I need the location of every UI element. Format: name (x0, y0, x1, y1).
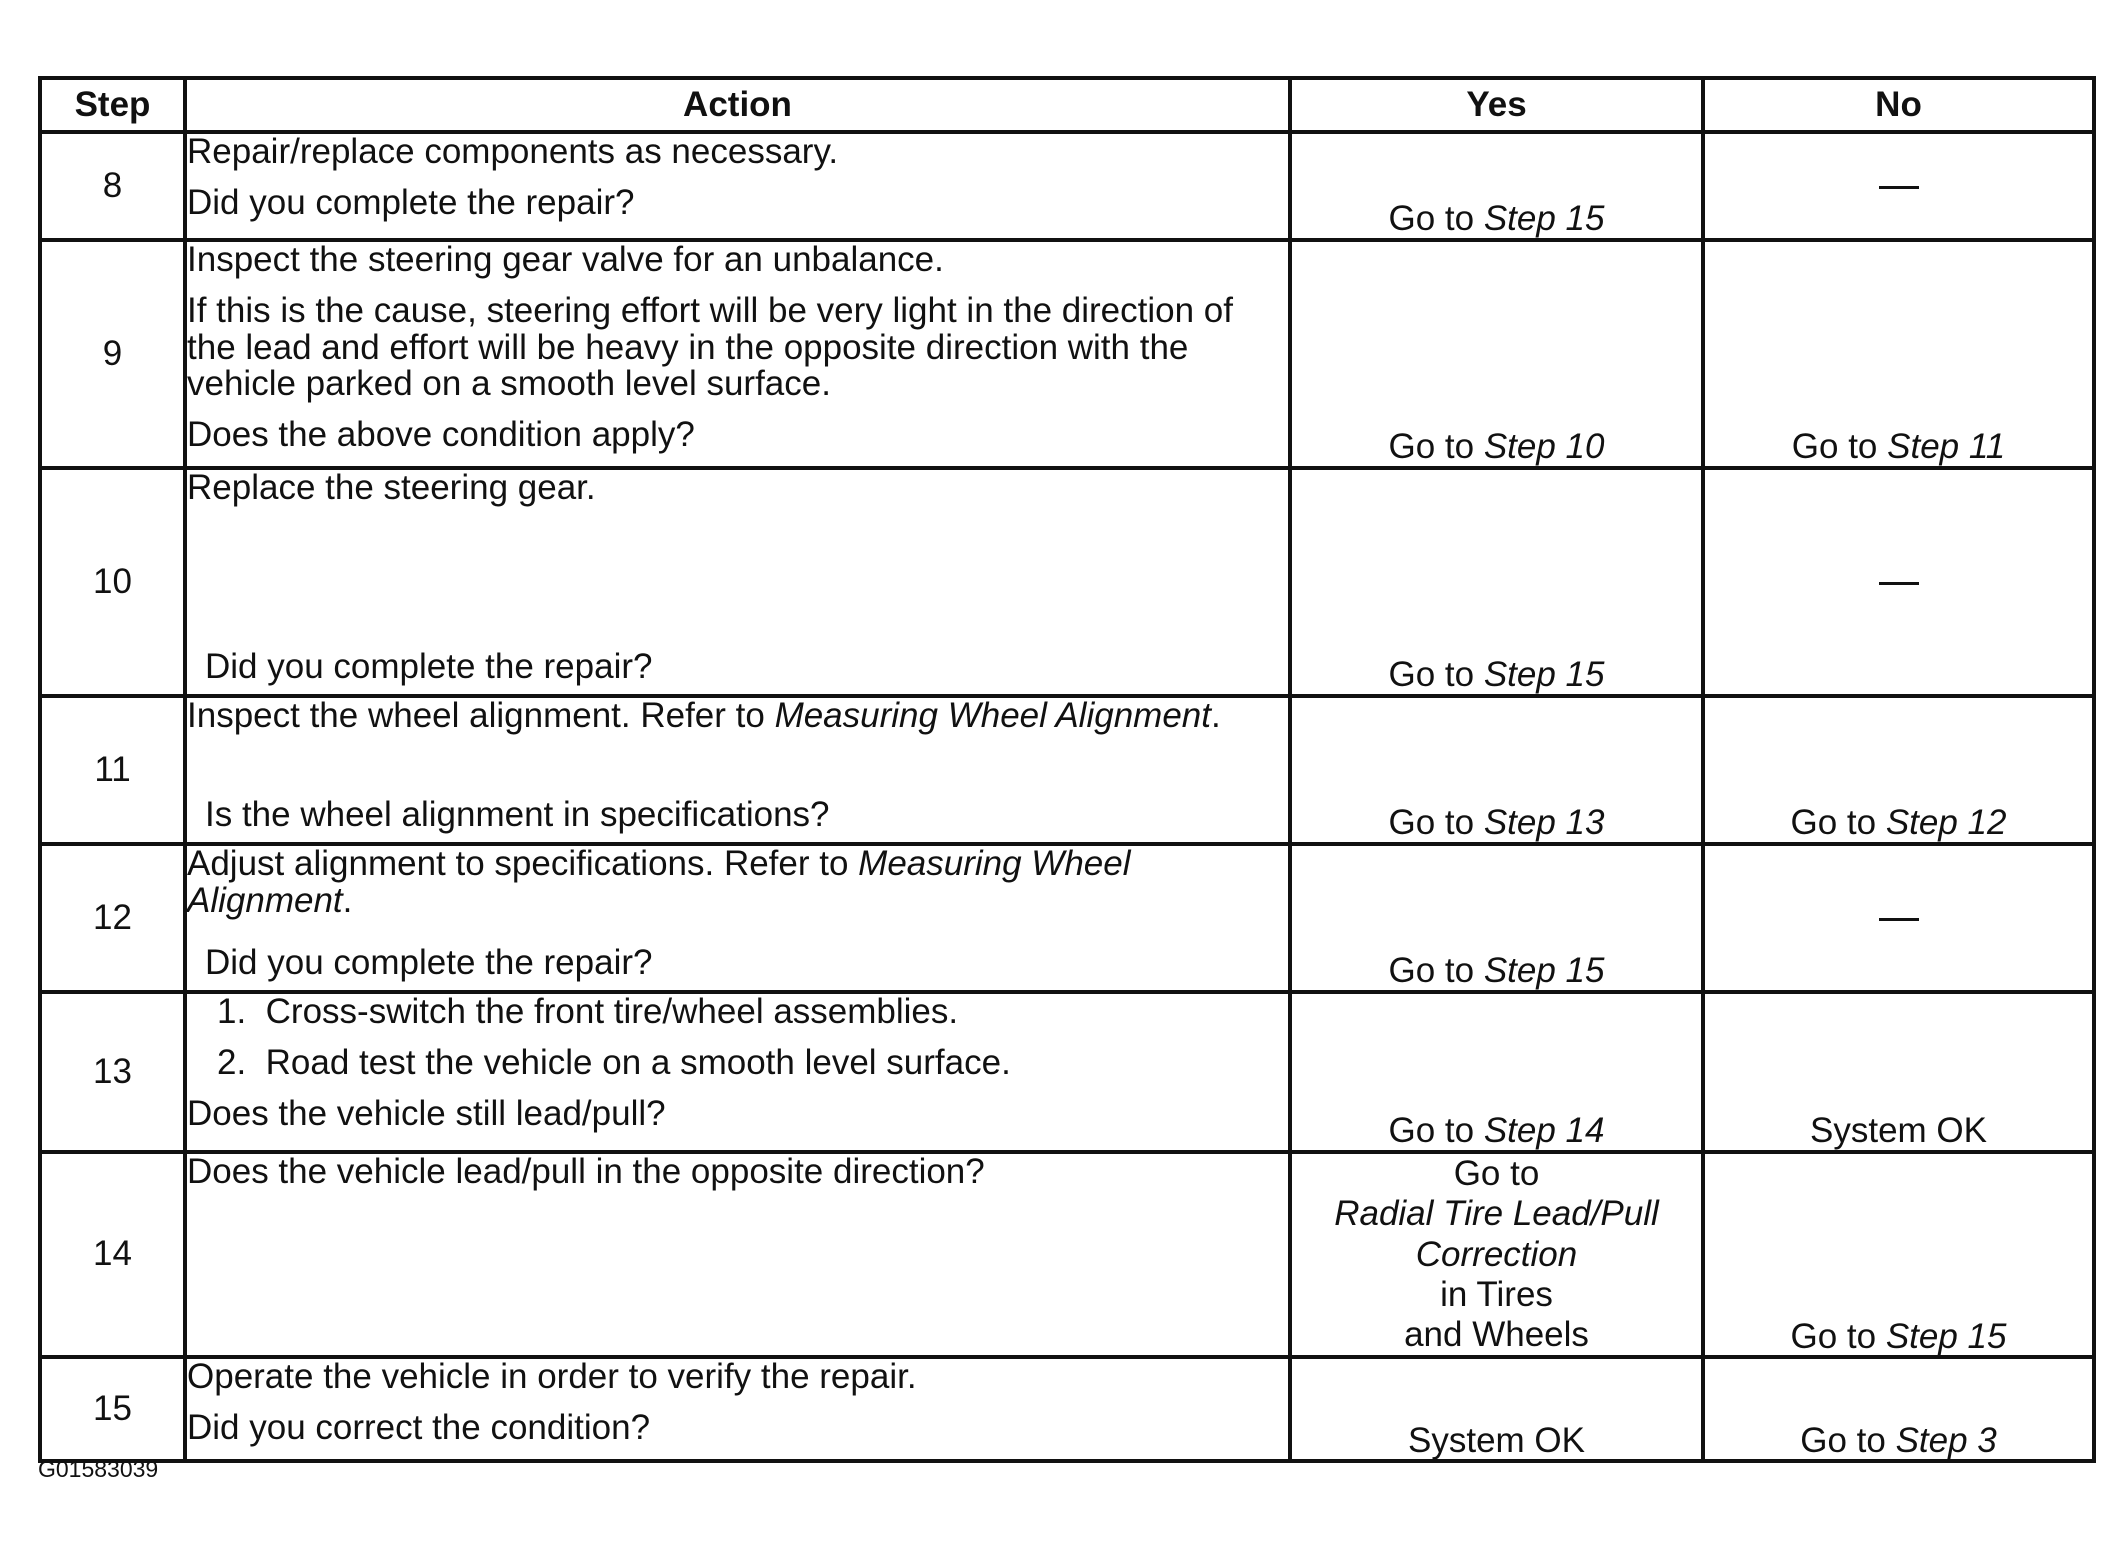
item-text: Cross-switch the front tire/wheel assemblies. (265, 992, 959, 1031)
action-cell (185, 240, 1290, 468)
table-row-step-15 (40, 1357, 2094, 1461)
action-text: Replace the steering gear. (187, 468, 596, 507)
action-question: Did you complete the repair? (205, 943, 653, 983)
header-yes: Yes (1290, 78, 1703, 132)
step-number: 12 (40, 844, 185, 992)
action-question: Did you complete the repair? (205, 647, 653, 687)
step-number: 11 (40, 696, 185, 844)
reference-link: Measuring Wheel Alignment (774, 696, 1211, 735)
action-question: Does the vehicle still lead/pull? (187, 1093, 666, 1133)
action-cell (185, 1357, 1290, 1461)
step-number: 10 (40, 468, 185, 696)
yes-step-link: Step 10 (1483, 427, 1605, 467)
action-text (187, 698, 1288, 735)
header-action: Action (185, 78, 1290, 132)
table-header-row (40, 78, 2094, 132)
yes-cell (1290, 992, 1703, 1152)
action-question: Did you complete the repair? (187, 182, 635, 222)
no-cell (1703, 240, 2094, 468)
no-prefix: Go to (1791, 427, 1888, 467)
yes-step-link: Step 13 (1483, 803, 1605, 843)
no-step-link: Step 3 (1895, 1420, 1997, 1460)
no-prefix: Go to (1790, 803, 1886, 843)
yes-suffix: and Wheels (1404, 1315, 1589, 1354)
item-text: Road test the vehicle on a smooth level surface. (265, 1042, 1011, 1082)
no-step-link: Step 12 (1885, 803, 2007, 843)
yes-cell: System OK (1290, 1357, 1703, 1461)
header-no: No (1703, 78, 2094, 132)
action-cell (185, 696, 1290, 844)
yes-step-link: Step 15 (1483, 951, 1605, 991)
yes-cell (1290, 1152, 1703, 1357)
yes-prefix: Go to (1453, 1154, 1540, 1193)
table-row-step-9 (40, 240, 2094, 468)
yes-cell (1290, 132, 1703, 240)
action-question: Is the wheel alignment in specifications? (205, 795, 830, 835)
yes-reference-link: Radial Tire Lead/Pull Correction (1334, 1194, 1659, 1274)
action-text-suffix: . (1210, 696, 1221, 735)
table-row-step-14 (40, 1152, 2094, 1357)
action-note: If this is the cause, steering effort will be very light in the direction of the lead and effort will be heavy in the opposite direction with the vehicle parked on a smooth level surface. (187, 290, 1233, 404)
no-cell (1703, 696, 2094, 844)
action-text: Repair/replace components as necessary. (187, 132, 839, 171)
step-number: 9 (40, 240, 185, 468)
action-text (187, 846, 1288, 920)
no-cell (1703, 1152, 2094, 1357)
no-step-link: Step 11 (1887, 427, 2006, 467)
action-text: Inspect the steering gear valve for an unbalance. (187, 240, 944, 279)
yes-prefix: Go to (1388, 1111, 1484, 1151)
yes-prefix: Go to (1388, 803, 1484, 843)
header-step: Step (40, 78, 185, 132)
yes-prefix: Go to (1388, 655, 1484, 695)
table-row-step-10 (40, 468, 2094, 696)
no-cell: System OK (1703, 992, 2094, 1152)
no-step-link: Step 15 (1885, 1316, 2007, 1356)
yes-prefix: Go to (1388, 951, 1484, 991)
table-row-step-8 (40, 132, 2094, 240)
figure-id: G01583039 (38, 1456, 159, 1482)
action-text-prefix: Adjust alignment to specifications. Refer to (187, 844, 859, 883)
step-number: 13 (40, 992, 185, 1152)
table-row-step-12 (40, 844, 2094, 992)
no-dash (1879, 918, 1919, 921)
yes-cell (1290, 240, 1703, 468)
item-number: 2. (217, 1042, 247, 1082)
no-prefix: Go to (1800, 1420, 1896, 1460)
table-row-step-11 (40, 696, 2094, 844)
action-cell (185, 992, 1290, 1152)
numbered-item (217, 994, 1288, 1031)
yes-cell (1290, 696, 1703, 844)
no-dash (1879, 186, 1919, 189)
action-cell (185, 468, 1290, 696)
no-cell (1703, 1357, 2094, 1461)
no-prefix: Go to (1790, 1316, 1886, 1356)
action-text: Operate the vehicle in order to verify the repair. (187, 1357, 917, 1397)
action-question: Does the above condition apply? (187, 415, 695, 454)
no-dash (1879, 582, 1919, 585)
action-text-suffix: . (342, 880, 353, 920)
step-number: 14 (40, 1152, 185, 1357)
yes-suffix: in Tires (1440, 1274, 1553, 1314)
yes-step-link: Step 15 (1483, 655, 1605, 695)
no-cell (1703, 844, 2094, 992)
yes-prefix: Go to (1388, 427, 1484, 467)
diagnostic-table (38, 76, 2096, 1463)
action-question: Does the vehicle lead/pull in the opposite direction? (187, 1152, 985, 1191)
action-cell (185, 1152, 1290, 1357)
no-cell (1703, 132, 2094, 240)
no-cell (1703, 468, 2094, 696)
table-row-step-13 (40, 992, 2094, 1152)
step-number: 8 (40, 132, 185, 240)
yes-step-link: Step 15 (1483, 199, 1605, 239)
item-number: 1. (217, 992, 247, 1031)
step-number: 15 (40, 1357, 185, 1461)
action-cell (185, 132, 1290, 240)
yes-prefix: Go to (1388, 199, 1484, 239)
yes-step-link: Step 14 (1483, 1111, 1605, 1151)
numbered-item (217, 1042, 1288, 1082)
action-question: Did you correct the condition? (187, 1408, 651, 1447)
action-cell (185, 844, 1290, 992)
yes-cell (1290, 844, 1703, 992)
yes-cell (1290, 468, 1703, 696)
reference-link: Measuring Wheel Alignment (187, 844, 1131, 920)
action-text-prefix: Inspect the wheel alignment. Refer to (187, 696, 775, 735)
